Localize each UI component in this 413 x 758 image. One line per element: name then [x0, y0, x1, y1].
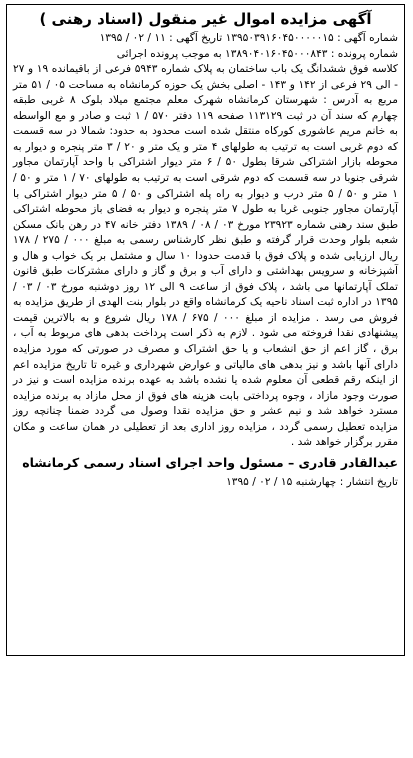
notice-title: آگهی مزایده اموال غیر منقول (اسناد رهنی ) — [39, 10, 372, 28]
auction-notice — [6, 4, 405, 656]
ad-number-line: شماره آگهی : ۱۳۹۵۰۳۹۱۶۰۴۵۰۰۰۰۰۱۵ تاریخ آگهی : ۱۱ / ۰۲ / ۱۳۹۵ — [99, 32, 398, 44]
signature: عبدالقادر قادری – مسئول واحد اجرای اسناد رسمی کرمانشاه — [22, 454, 398, 470]
case-number-line: شماره پرونده : ۱۳۸۹۰۴۰۱۶۰۴۵۰۰۰۸۴۳ به موجب پرونده اجرائی — [116, 47, 398, 60]
notice-body: کلاسه فوق ششدانگ یک باب ساختمان به پلاک شماره ۵۹۴۳ فرعی از باقیمانده ۱۹ و ۲۷ - الی ۲۹ فرعی از ۱۴۲ و ۱۴۳ - اصلی بخش یک حوزه کرمانشاه به مساحت ۰۵ / ۵۱ متر مربع به آدرس : شهرستان کرمانشاه شهرک معلم مجتمع میلاد بلوک ۸ غربی طبقه چهارم که سند آن در ثبت ۱۱۳۱۲۹ صفحه ۱۱۹ دفتر ۵۷۰ / ۱ ثبت و صادر و مع الواسطه به خانم مریم عاشوری کورکاه منتقل شده است محدود به حدود: شمالا در سه قسمت که دوم غربی است به ترتیب به طولهای ۴ متر و یک متر و ۲۰ / ۳ متر پنجره و دیوار به محوطه بازار اشتراکی شرقا بطول ۵۰ / ۶ متر دیوار اشتراکی با واحد آپارتمان مجاور شرقی جنوبا در سه قسمت که دوم شرقی است به ترتیب به طولهای ۷۰ / ۱ متر و ۵۰ / ۱ متر و ۵۰ / ۵ متر درب و دیوار به راه پله اشتراکی و ۵۰ / ۵ متر دیوار اشتراکی با آپارتمان مجاور جنوبی غربا به طول ۷ متر پنجره و دیوار به فضای باز محوطه اشتراکی طبق سند رهنی شماره ۲۳۹۲۳ مورخ ۰۳ / ۰۸ / ۱۳۸۹ دفتر خانه ۴۷ در رهن بانک مسکن شعبه بلوار وحدت قرار گرفته و طبق نظر کارشناس رسمی به مبلغ ۰۰۰ / ۲۷۵ / ۱۷۸ ریال ارزیابی شده و پلاک فوق با قدمت حدودا ۱۰ سال و مشتمل بر یک خواب و هال و آشپزخانه و سرویس بهداشتی و دارای آب و برق و گاز و دارای مشترکات طبق قانون تملک آپارتمانها می باشد ، پلاک فوق از ساعت ۹ الی ۱۲ روز دوشنبه مورخ ۰۳ / ۰۳ / ۱۳۹۵ در اداره ثبت اسناد ناحیه یک کرمانشاه واقع در بلوار بنت الهدی از طریق مزایده به فروش می رسد . مزایده از مبلغ ۰۰۰ / ۶۷۵ / ۱۷۸ ریال شروع و به بالاترین قیمت پیشنهادی نقدا فروخته می شود . لازم به ذکر است پرداخت بدهی های مربوط به آب ، برق ، گاز اعم از حق انشعاب و یا حق اشتراک و مصرف در صورتی که مورد مزایده دارای آنها باشد و نیز بدهی های مالیاتی و عوارض شهرداری و غیره تا تاریخ مزایده اعم از اینکه رقم قطعی آن معلوم شده یا نشده باشد به عهده برنده مزایده است و نیز در صورت وجود مازاد ، وجوه پرداختی بابت هزینه های فوق از محل مازاد به برنده مزایده مسترد خواهد شد و نیم عشر و حق مزایده نقدا وصول می گردد ضمنا چنانچه روز مزایده تعطیل رسمی گردد ، مزایده روز اداری بعد از تعطیلی در همان ساعت و مکان مقرر برگزار خواهد شد . — [13, 63, 399, 449]
publish-date: تاریخ انتشار : چهارشنبه ۱۵ / ۰۲ / ۱۳۹۵ — [226, 475, 398, 488]
